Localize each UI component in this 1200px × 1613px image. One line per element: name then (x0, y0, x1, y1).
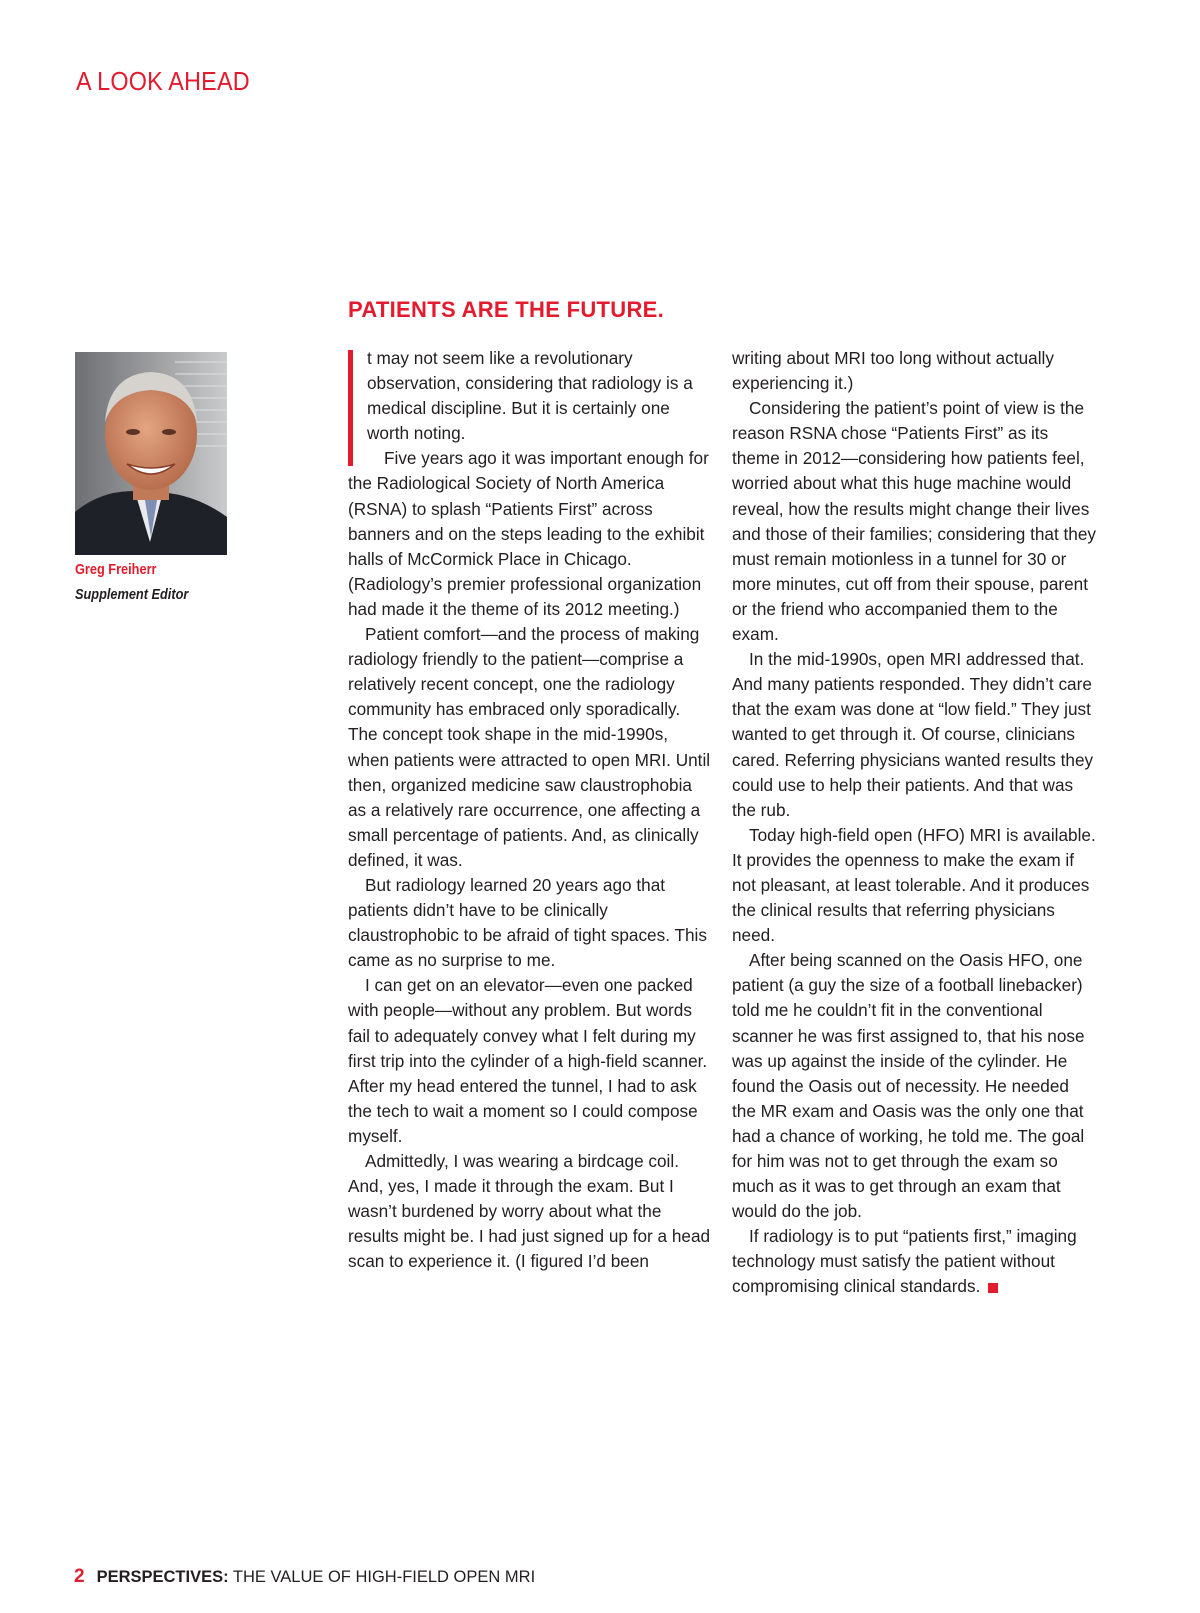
publication-subtitle: THE VALUE OF HIGH-FIELD OPEN MRI (232, 1568, 536, 1586)
paragraph-text: If radiology is to put “patients first,” imaging technology must satisfy the patient without compromising clinical standards. (732, 1226, 1077, 1297)
paragraph: After being scanned on the Oasis HFO, one patient (a guy the size of a football linebacker) told me he couldn’t fit in the conventional scanner he was first assigned to, that his nose was up against the inside of the cylinder. He found the Oasis out of necessity. He needed the MR exam and Oasis was the only one that had a chance of working, he told me. The goal for him was not to get through the exam so much as it was to get through an exam that would do the job. (732, 950, 1085, 1222)
article-headline: PATIENTS ARE THE FUTURE. (348, 297, 665, 322)
paragraph: Patient comfort—and the process of making radiology friendly to the patient—comprise a relatively recent concept, one the radiology community has embraced only sporadically. The concept took shape in the mid-1990s, when patients were attracted to open MRI. Until then, organized medicine saw claustrophobia as a relatively rare occurrence, one affecting a small percentage of patients. And, as clinically defined, it was. (348, 624, 711, 870)
paragraph: Today high-field open (HFO) MRI is available. It provides the openness to make the exam if not pleasant, at least tolerable. And it produces the clinical results that referring physicians need. (732, 824, 1096, 946)
page-footer (74, 1566, 535, 1588)
paragraph: Five years ago it was important enough for the Radiological Society of North America (RSNA) to splash “Patients First” across banners and on the steps leading to the exhibit halls of McCormick Place in Chicago. (Radiology’s premier professional organization had made it the theme of its 2012 meeting.) (348, 448, 709, 619)
article-left-column (348, 346, 713, 1274)
author-name: Greg Freiherr (75, 561, 157, 578)
paragraph: I can get on an elevator—even one packed with people—without any problem. But words fail to adequately convey what I felt during my first trip into the cylinder of a high-field scanner. After my head entered the tunnel, I had to ask the tech to wait a moment so I could compose myself. (348, 975, 708, 1146)
article-right-column (732, 346, 1097, 1300)
paragraph: But radiology learned 20 years ago that patients didn’t have to be clinically claustrophobic to be afraid of tight spaces. This came as no surprise to me. (348, 874, 707, 971)
end-mark-icon (988, 1283, 998, 1293)
publication-name: PERSPECTIVES: (96, 1568, 229, 1586)
author-title: Supplement Editor (75, 586, 189, 603)
paragraph: Admittedly, I was wearing a birdcage coil. And, yes, I made it through the exam. But I wasn’t burdened by worry about what the results might be. I had just signed up for a head scan to experience it. (I figured I’d been (348, 1151, 711, 1272)
paragraph: writing about MRI too long without actually experiencing it.) (732, 348, 1054, 394)
section-title: A LOOK AHEAD (76, 66, 250, 96)
paragraph: t may not seem like a revolutionary observation, considering that radiology is a medical discipline. But it is certainly one worth noting. (367, 348, 693, 444)
author-photo (75, 352, 227, 555)
paragraph: Considering the patient’s point of view is the reason RSNA chose “Patients First” as its theme in 2012—considering how patients feel, worried about what this huge machine would reveal, how the results might change their lives and those of their families; considering that they must remain motionless in a tunnel for 30 or more minutes, cut off from their spouse, parent or the friend who accompanied them to the exam. (732, 398, 1097, 645)
page-number: 2 (74, 1566, 85, 1587)
paragraph: In the mid-1990s, open MRI addressed that. And many patients responded. They didn’t care that the exam was done at “low field.” They just wanted to get through it. Of course, clinicians cared. Referring physicians wanted results they could use to help their patients. And that was the rub. (732, 649, 1094, 820)
paragraph-final (732, 1224, 1097, 1299)
drop-cap-letter (348, 350, 353, 466)
